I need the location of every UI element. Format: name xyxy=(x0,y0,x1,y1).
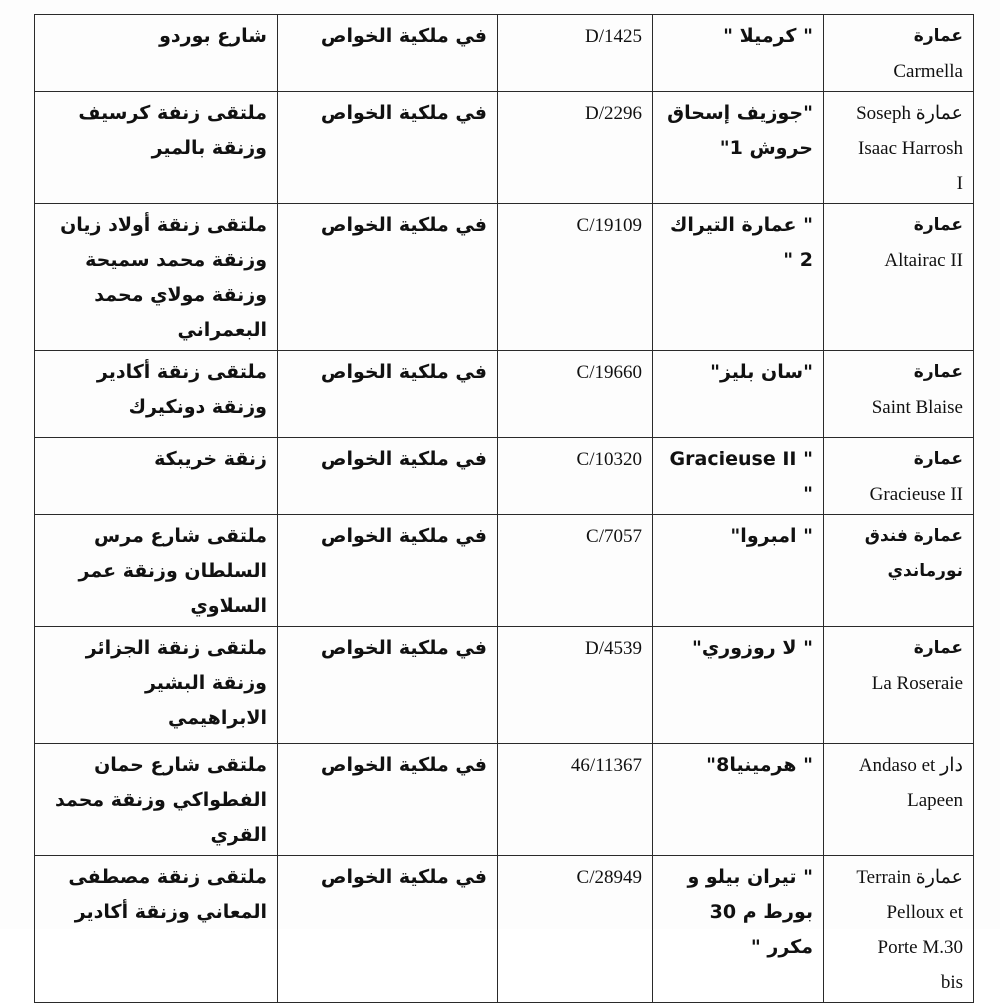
building-name-line: عمارة Terrain xyxy=(856,867,963,888)
table-row xyxy=(35,627,974,744)
table-row xyxy=(35,204,974,351)
building-name-line: عمارة xyxy=(913,638,963,658)
building-alias-cell: " عمارة التيراك 2 " xyxy=(653,204,824,351)
building-name-line: Pelloux et xyxy=(886,902,963,923)
building-alias-cell: " لا روزوري" xyxy=(653,627,824,744)
address-cell: شارع بوردو xyxy=(35,15,278,92)
building-alias-cell: " Gracieuse II " xyxy=(653,438,824,515)
address-cell: ملتقى زنقة الجزائر وزنقة البشير الابراهيمي xyxy=(35,627,278,744)
land-title-ref-cell: D/4539 xyxy=(498,627,653,744)
building-alias-cell: " امبروا" xyxy=(653,515,824,627)
building-name-line: عمارة فندق xyxy=(864,526,963,546)
building-name-cell xyxy=(824,627,974,744)
building-name-line: عمارة xyxy=(913,362,963,382)
building-name-line: عمارة xyxy=(913,215,963,235)
building-name-line: Carmella xyxy=(893,61,963,82)
land-title-ref-cell: D/1425 xyxy=(498,15,653,92)
building-name-line: دار Andaso et xyxy=(858,755,963,776)
buildings-registry-table xyxy=(34,14,974,1003)
ownership-cell: في ملكية الخواص xyxy=(278,515,498,627)
table-row xyxy=(35,856,974,1003)
building-name-line: عمارة xyxy=(913,26,963,46)
ownership-cell: في ملكية الخواص xyxy=(278,438,498,515)
table-row xyxy=(35,92,974,204)
building-name-line: عمارة Soseph xyxy=(856,103,963,124)
building-name-line: Isaac Harrosh xyxy=(858,138,963,159)
table-row xyxy=(35,744,974,856)
table-row xyxy=(35,15,974,92)
building-name-line: عمارة xyxy=(913,449,963,469)
building-name-line: Lapeen xyxy=(907,790,963,811)
building-alias-cell: " تيران بيلو و بورط م 30 مكرر " xyxy=(653,856,824,1003)
building-name-line: Gracieuse II xyxy=(869,484,963,505)
table-row xyxy=(35,351,974,438)
building-alias-cell: "سان بليز" xyxy=(653,351,824,438)
building-name-cell xyxy=(824,856,974,1003)
building-name-line: Porte M.30 xyxy=(877,937,963,958)
land-title-ref-cell: 46/11367 xyxy=(498,744,653,856)
building-name-cell xyxy=(824,351,974,438)
building-alias-cell: " كرميلا " xyxy=(653,15,824,92)
address-cell: ملتقى زنفة كرسيف وزنقة بالمير xyxy=(35,92,278,204)
table-row xyxy=(35,515,974,627)
table-body xyxy=(35,15,974,1003)
building-alias-cell: "جوزيف إسحاق حروش 1" xyxy=(653,92,824,204)
ownership-cell: في ملكية الخواص xyxy=(278,351,498,438)
address-cell: زنقة خريبكة xyxy=(35,438,278,515)
ownership-cell: في ملكية الخواص xyxy=(278,15,498,92)
building-name-cell xyxy=(824,438,974,515)
address-cell: ملتقى زنقة أولاد زيان وزنقة محمد سميحة وزنقة مولاي محمد البعمراني xyxy=(35,204,278,351)
building-name-cell xyxy=(824,15,974,92)
address-cell: ملتقى زنقة أكادير وزنقة دونكيرك xyxy=(35,351,278,438)
ownership-cell: في ملكية الخواص xyxy=(278,744,498,856)
table-row xyxy=(35,438,974,515)
building-name-line: نورماندي xyxy=(887,561,963,581)
building-alias-cell: " هرمينيا8" xyxy=(653,744,824,856)
address-cell: ملتقى شارع حمان الفطواكي وزنقة محمد القري xyxy=(35,744,278,856)
land-title-ref-cell: C/10320 xyxy=(498,438,653,515)
ownership-cell: في ملكية الخواص xyxy=(278,204,498,351)
land-title-ref-cell: C/7057 xyxy=(498,515,653,627)
building-name-cell xyxy=(824,92,974,204)
address-cell: ملتقى شارع مرس السلطان وزنقة عمر السلاوي xyxy=(35,515,278,627)
land-title-ref-cell: C/28949 xyxy=(498,856,653,1003)
building-name-line: I xyxy=(956,173,963,194)
land-title-ref-cell: D/2296 xyxy=(498,92,653,204)
ownership-cell: في ملكية الخواص xyxy=(278,627,498,744)
land-title-ref-cell: C/19109 xyxy=(498,204,653,351)
land-title-ref-cell: C/19660 xyxy=(498,351,653,438)
building-name-cell xyxy=(824,204,974,351)
building-name-line: La Roseraie xyxy=(871,673,963,694)
ownership-cell: في ملكية الخواص xyxy=(278,856,498,1003)
building-name-line: Saint Blaise xyxy=(871,397,963,418)
building-name-line: bis xyxy=(940,972,963,993)
building-name-line: Altairac II xyxy=(884,250,963,271)
address-cell: ملتقى زنقة مصطفى المعاني وزنقة أكادير xyxy=(35,856,278,1003)
ownership-cell: في ملكية الخواص xyxy=(278,92,498,204)
building-name-cell xyxy=(824,744,974,856)
building-name-cell xyxy=(824,515,974,627)
